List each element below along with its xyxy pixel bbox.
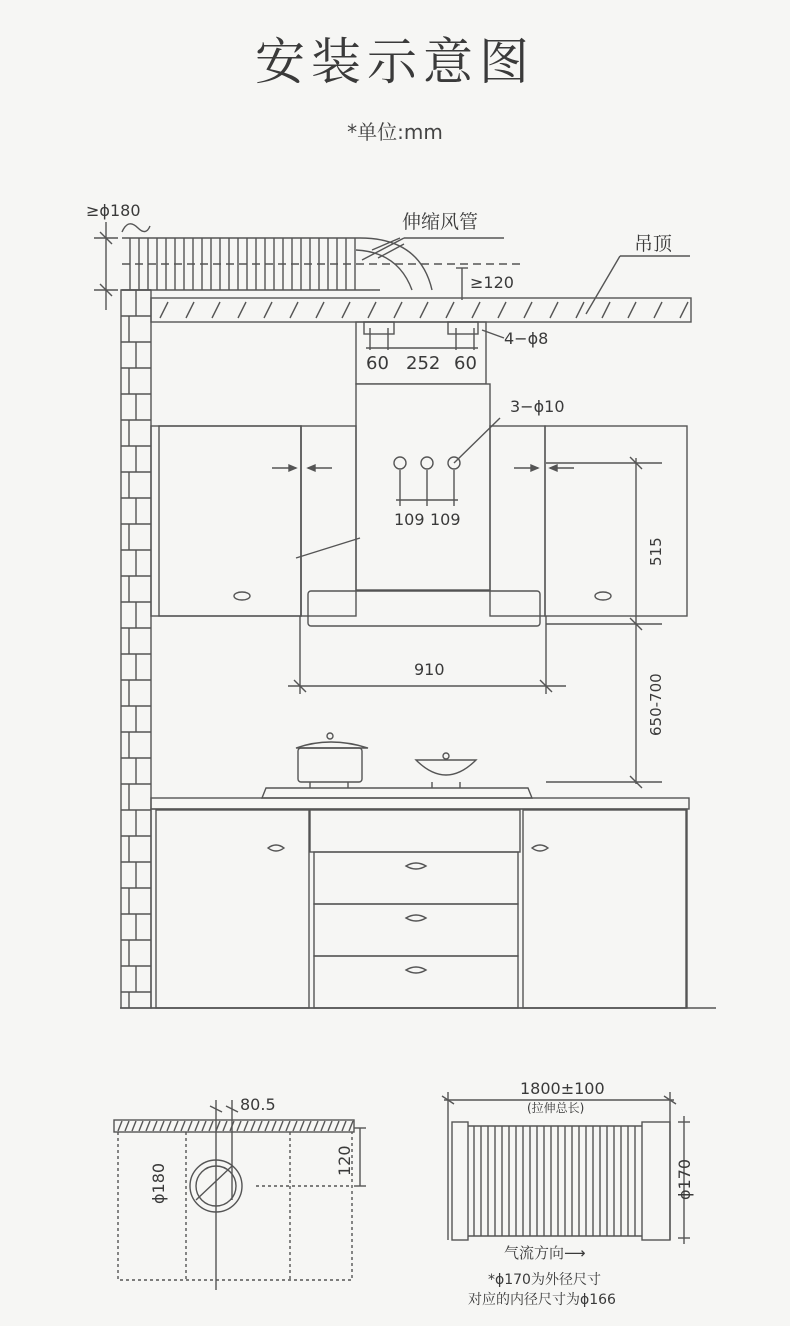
ceiling-slab xyxy=(151,298,691,322)
airflow-direction: 气流方向⟶ xyxy=(504,1244,586,1262)
ceiling-hatch-line xyxy=(160,302,168,318)
screw-holes-label: 3−ϕ10 xyxy=(510,397,565,416)
dim-1800-note: (拉伸总长) xyxy=(527,1101,585,1115)
ceiling-hatch-line xyxy=(186,302,194,318)
plan-hatch-line xyxy=(174,1121,178,1131)
plan-hatch-line xyxy=(335,1121,339,1131)
note-inner-diameter: 对应的内径尺寸为ϕ166 xyxy=(468,1292,616,1308)
min-gap-dimension xyxy=(456,268,468,300)
dim-252: 252 xyxy=(406,353,441,374)
ceiling-hatch-line xyxy=(238,302,246,318)
upper-cabinet-left xyxy=(151,426,301,616)
stock-pot xyxy=(296,733,368,788)
countertop xyxy=(151,798,689,809)
plan-hatch-line xyxy=(293,1121,297,1131)
dim-650-700: 650-700 xyxy=(647,673,665,736)
ceiling-hatch-line xyxy=(290,302,298,318)
plan-hatch-line xyxy=(167,1121,171,1131)
ceiling-hatch-line xyxy=(212,302,220,318)
ceiling-hatch-line xyxy=(316,302,324,318)
ceiling-hatch-line xyxy=(628,302,636,318)
dim-109-a: 109 xyxy=(394,510,425,529)
ceiling-hatch-line xyxy=(680,302,688,318)
ceiling-hatch-line xyxy=(576,302,584,318)
plan-hatch-line xyxy=(132,1121,136,1131)
ceiling-leader xyxy=(586,256,620,314)
ceiling-hatch-line xyxy=(550,302,558,318)
note-outer-diameter: *ϕ170为外径尺寸 xyxy=(488,1272,601,1288)
gas-stove xyxy=(262,788,532,798)
min-duct-dia-label: ≥ϕ180 xyxy=(86,201,141,220)
dim-910: 910 xyxy=(414,660,445,679)
plan-hatch-line xyxy=(244,1121,248,1131)
dim-1800: 1800±100 xyxy=(520,1079,605,1098)
dim-515: 515 xyxy=(647,537,665,566)
min-gap-label: ≥120 xyxy=(470,273,514,292)
upper-cabinet-right xyxy=(490,426,687,616)
plan-hatch-line xyxy=(321,1121,325,1131)
ceiling-hatch-line xyxy=(264,302,272,318)
dim-phi170: ϕ170 xyxy=(675,1158,694,1200)
plan-hatch-line xyxy=(153,1121,157,1131)
upper-cabinet-middle xyxy=(301,426,356,616)
page-title: 安装示意图 xyxy=(255,33,535,91)
dim-60-right: 60 xyxy=(454,353,477,374)
duct-height-dimension xyxy=(94,222,118,310)
plan-hatch-line xyxy=(195,1121,199,1131)
flex-duct-label: 伸缩风管 xyxy=(402,211,479,233)
plan-hatch-line xyxy=(349,1121,353,1131)
ceiling-hatch-line xyxy=(342,302,350,318)
plan-hatch-line xyxy=(202,1121,206,1131)
wok xyxy=(416,753,476,788)
range-hood-chimney xyxy=(356,384,500,590)
dim-phi180: ϕ180 xyxy=(149,1162,168,1204)
dim-120: 120 xyxy=(335,1145,354,1176)
ceiling-hatch-line xyxy=(524,302,532,318)
plan-hatch-line xyxy=(181,1121,185,1131)
plan-hatch-line xyxy=(307,1121,311,1131)
plan-hatch-line xyxy=(209,1121,213,1131)
ceiling-hatch-line xyxy=(368,302,376,318)
dim-80-5: 80.5 xyxy=(240,1095,276,1114)
height-dimensions xyxy=(546,457,662,788)
dim-60-left: 60 xyxy=(366,353,389,374)
plan-hatch-line xyxy=(188,1121,192,1131)
flex-duct xyxy=(122,224,520,290)
plan-hatch-line xyxy=(265,1121,269,1131)
unit-note: *单位:mm xyxy=(347,120,443,144)
plan-hatch-line xyxy=(258,1121,262,1131)
plan-hatch-line xyxy=(160,1121,164,1131)
plan-hatch-line xyxy=(342,1121,346,1131)
lower-cabinets xyxy=(120,809,716,1008)
ceiling-hatch-line xyxy=(654,302,662,318)
plan-hatch-line xyxy=(300,1121,304,1131)
ceiling-hatch-line xyxy=(472,302,480,318)
brick-wall xyxy=(121,290,151,1008)
mount-holes-label: 4−ϕ8 xyxy=(504,329,549,348)
range-hood-canopy xyxy=(308,591,540,626)
plan-hatch-line xyxy=(139,1121,143,1131)
ceiling-hatch-line xyxy=(420,302,428,318)
plan-hatch-line xyxy=(272,1121,276,1131)
plan-hatch-line xyxy=(251,1121,255,1131)
plan-hatch-line xyxy=(279,1121,283,1131)
plan-hatch-line xyxy=(125,1121,129,1131)
ceiling-hatch-line xyxy=(498,302,506,318)
ceiling-label: 吊顶 xyxy=(634,233,673,255)
ceiling-hatch-line xyxy=(446,302,454,318)
plan-hatch-line xyxy=(237,1121,241,1131)
plan-hatch-line xyxy=(146,1121,150,1131)
ceiling-hatch-line xyxy=(602,302,610,318)
dim-109-b: 109 xyxy=(430,510,461,529)
plan-hatch-line xyxy=(223,1121,227,1131)
plan-hatch-line xyxy=(118,1121,122,1131)
ceiling-hatch-line xyxy=(394,302,402,318)
plan-hatch-line xyxy=(314,1121,318,1131)
plan-hatch-line xyxy=(286,1121,290,1131)
width-dimension xyxy=(288,616,566,694)
plan-hatch-line xyxy=(328,1121,332,1131)
